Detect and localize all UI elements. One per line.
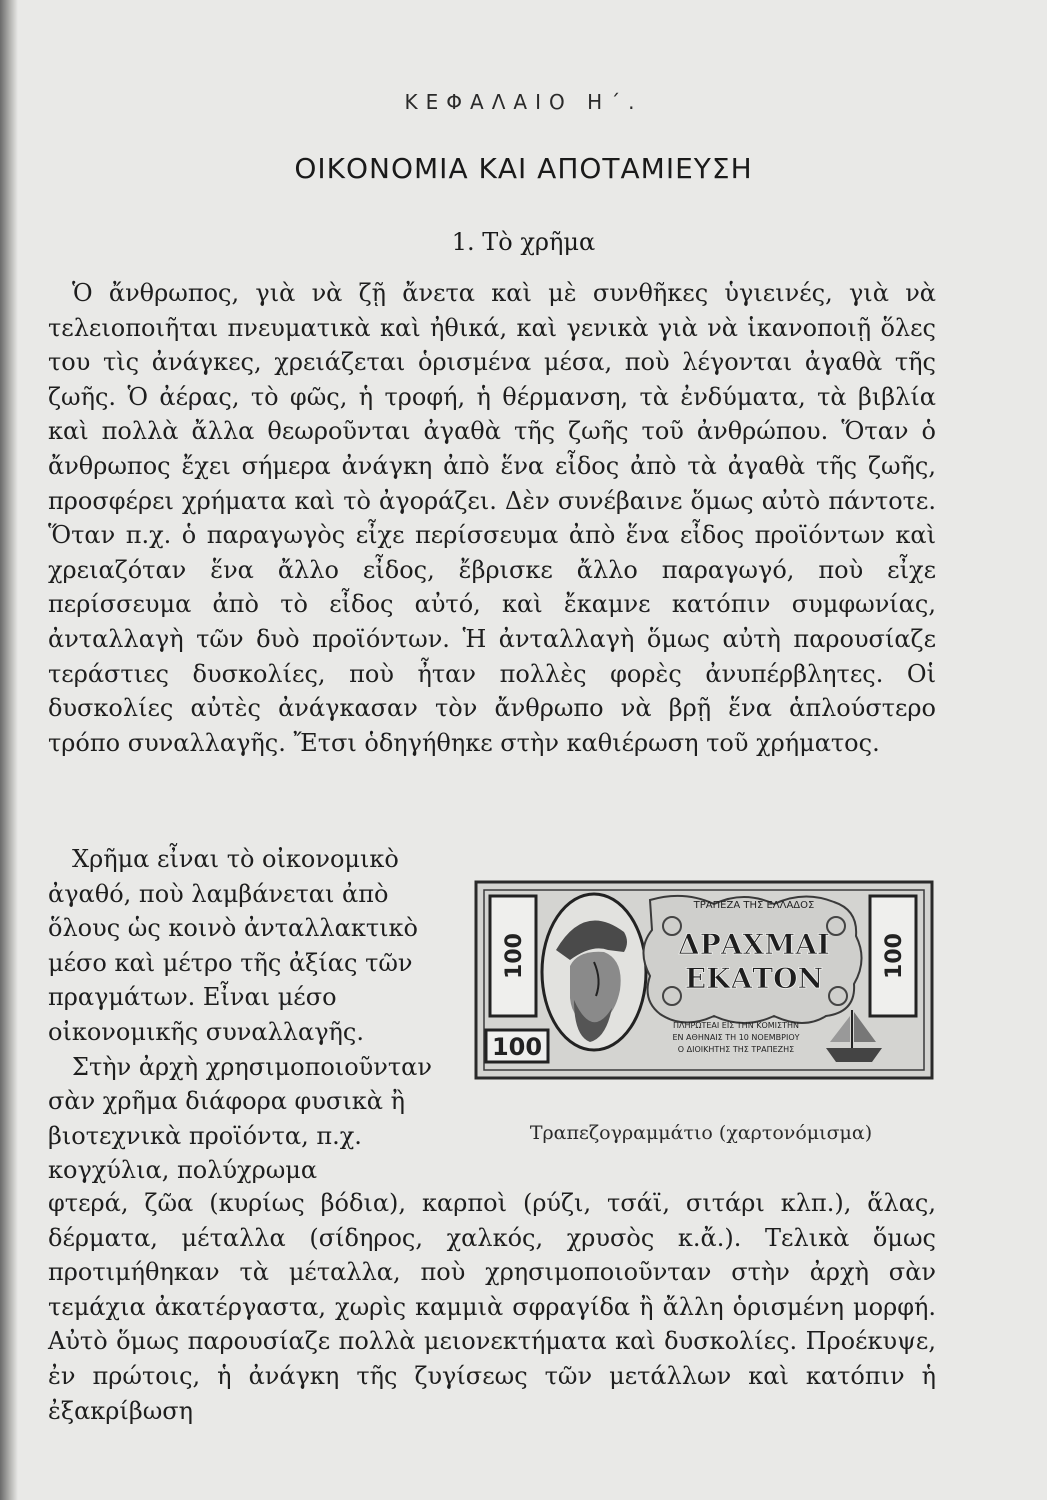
chapter-title: ΟΙΚΟΝΟΜΙΑ ΚΑΙ ΑΠΟΤΑΜΙΕΥΣΗ — [294, 152, 753, 185]
note-inscription-1: ΠΛΗΡΩΤΕΑΙ ΕΙΣ ΤΗΝ ΚΟΜΙΣΤΗΝ — [673, 1021, 799, 1030]
section-heading: 1. Τὸ χρῆμα — [451, 228, 596, 256]
paragraph-3-start: Στὴν ἀρχὴ χρησιμοποιοῦνταν σὰν χρῆμα διάφορα φυσικὰ ἢ βιοτεχνικὰ προϊόντα, π.χ. κογχύλια, πολύχρωμα — [48, 1052, 432, 1185]
banknote-illustration — [474, 880, 934, 1080]
note-inscription-2: ΕΝ ΑΘΗΝΑΙΣ ΤΗ 10 ΝΟΕΜΒΡΙΟΥ — [672, 1033, 800, 1042]
bank-name: ΤΡΑΠΕΖΑ ΤΗΣ ΕΛΛΑΔΟΣ — [693, 900, 815, 911]
portrait-medallion — [542, 894, 646, 1050]
left-denomination-text: 100 — [502, 933, 527, 979]
right-denomination-box — [870, 896, 916, 1016]
bottom-denomination-box — [486, 1030, 548, 1062]
paragraph-2: Χρῆμα εἶναι τὸ οἰκονομικὸ ἀγαθό, ποὺ λαμβάνεται ἀπὸ ὅλους ὡς κοινὸ ἀνταλλακτικὸ μέσο καὶ μέτρο τῆς ἀξίας τῶν πραγμάτων. Εἶναι μέσο οἰκονομικῆς συναλλαγῆς. — [48, 845, 418, 1046]
note-inscription-3: Ο ΔΙΟΙΚΗΤΗΣ ΤΗΣ ΤΡΑΠΕΖΗΣ — [677, 1045, 795, 1054]
left-denomination-box — [490, 896, 536, 1016]
banknote-figure — [474, 880, 934, 1080]
chapter-heading: ΚΕΦΑΛΑΙΟ Η΄. — [404, 90, 643, 114]
bottom-denomination-text: 100 — [491, 1033, 543, 1061]
text-beside-figure — [48, 842, 468, 1188]
figure-caption: Τραπεζογραμμάτιο (χαρτονόμισμα) — [529, 1122, 873, 1144]
paragraph-1: Ὁ ἄνθρωπος, γιὰ νὰ ζῇ ἄνετα καὶ μὲ συνθῆκες ὑγιεινές, γιὰ νὰ τελειοποιῆται πνευματικὰ καὶ ἠθικά, καὶ γενικὰ γιὰ νὰ ἱκανοποιῇ ὅλες του τὶς ἀνάγκες, χρειάζεται ὁρισμένα μέσα, ποὺ λέγονται ἀγαθὰ τῆς ζωῆς. Ὁ ἀέρας, τὸ φῶς, ἡ τροφή, ἡ θέρμανση, τὰ ἐνδύματα, τὰ βιβλία καὶ πολλὰ ἄλλα θεωροῦνται ἀγαθὰ τῆς ζωῆς τοῦ ἀνθρώπου. Ὅταν ὁ ἄνθρωπος ἔχει σήμερα ἀνάγκη ἀπὸ ἕνα εἶδος ἀπὸ τὰ ἀγαθὰ τῆς ζωῆς, προσφέρει χρήματα καὶ τὸ ἀγοράζει. Δὲν συνέβαινε ὅμως αὐτὸ πάντοτε. Ὅταν π.χ. ὁ παραγωγὸς εἶχε περίσσευμα ἀπὸ ἕνα εἶδος προϊόντων καὶ χρειαζόταν ἕνα ἄλλο εἶδος, ἔβρισκε ἄλλο παραγωγό, ποὺ εἶχε περίσσευμα ἀπὸ τὸ εἶδος αὐτό, καὶ ἔκαμνε κατόπιν συμφωνίας, ἀνταλλαγὴ τῶν δυὸ προϊόντων. Ἡ ἀνταλλαγὴ ὅμως αὐτὴ παρουσίαζε τεράστιες δυσκολίες, ποὺ ἦταν πολλὲς φορὲς ἀνυπέρβλητες. Οἱ δυσκολίες αὐτὲς ἀνάγκασαν τὸν ἄνθρωπο νὰ βρῇ ἕνα ἁπλούστερο τρόπο συναλλαγῆς. Ἔτσι ὁδηγήθηκε στὴν καθιέρωση τοῦ χρήματος. — [48, 279, 936, 757]
paragraph-3-continued: φτερά, ζῶα (κυρίως βόδια), καρποὶ (ρύζι, τσάϊ, σιτάρι κλπ.), ἅλας, δέρματα, μέταλλα (σίδηρος, χαλκός, χρυσὸς κ.ἄ.). Τελικὰ ὅμως προτιμήθηκαν τὰ μέταλλα, ποὺ χρησιμοποιοῦνταν στὴν ἀρχὴ σὰν τεμάχια ἀκατέργαστα, χωρὶς καμμιὰ σφραγίδα ἢ ἄλλη ὁρισμένη μορφή. Αὐτὸ ὅμως παρουσίαζε πολλὰ μειονεκτήματα καὶ δυσκολίες. Προέκυψε, ἐν πρώτοις, ἡ ἀνάγκη τῆς ζυγίσεως τῶν μετάλλων καὶ κατόπιν ἡ ἐξακρίβωση — [48, 1189, 936, 1425]
page-gutter-shadow — [0, 0, 18, 1500]
right-denomination-text: 100 — [882, 933, 907, 979]
value-word-1: ΔΡΑΧΜΑΙ — [677, 928, 831, 961]
value-word-2: ΕΚΑΤΟΝ — [684, 962, 824, 995]
